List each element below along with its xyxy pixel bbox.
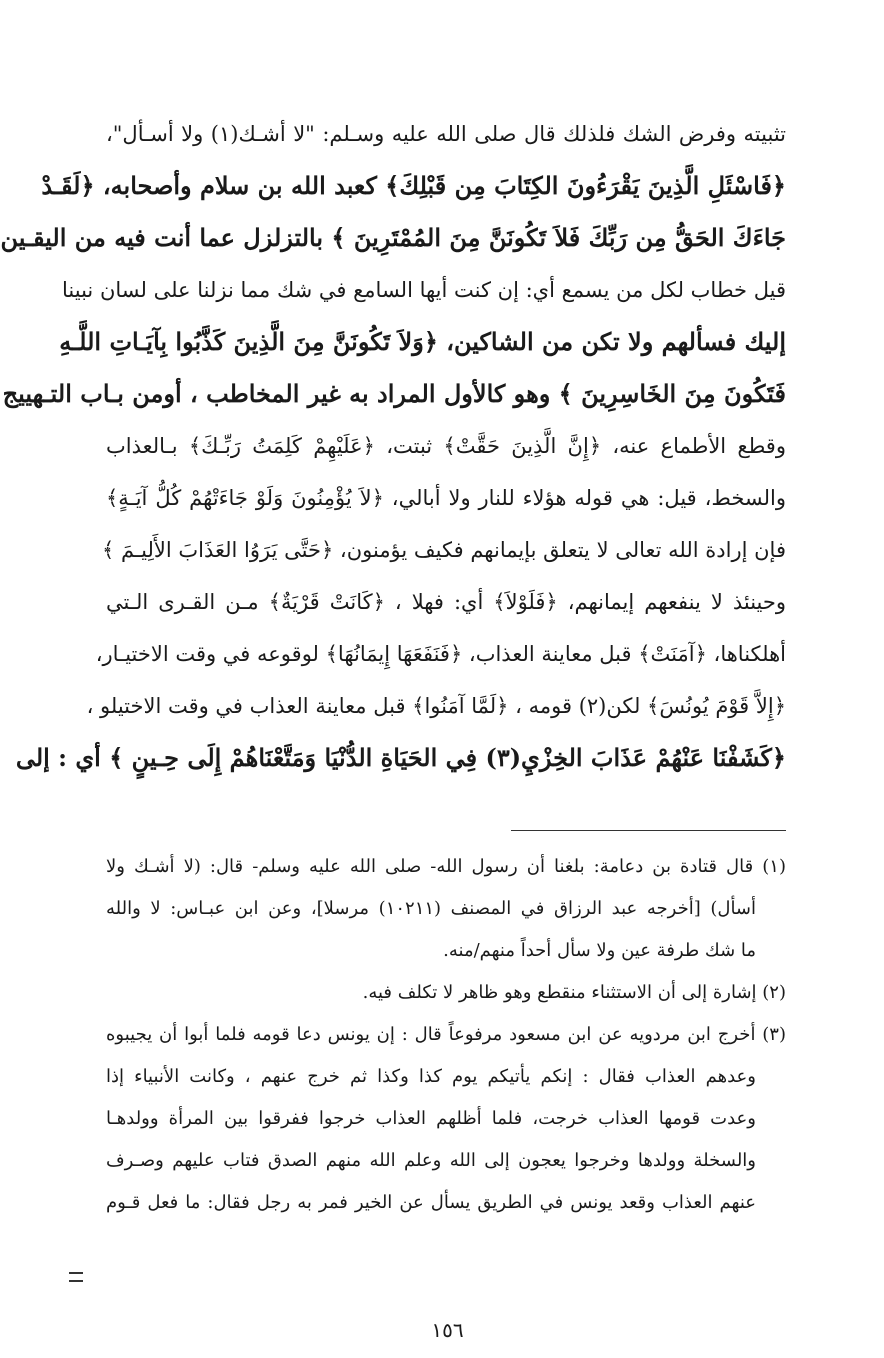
main-text-line: تثبيته وفرض الشك فلذلك قال صلى الله عليه وسـلم: "لا أشـك(١) ولا أسـأل"، — [106, 122, 787, 146]
footnote-line: عنهم العذاب وقعد يونس في الطريق يسأل عن الخير فمر به رجل فقال: ما فعل قـوم — [106, 1192, 756, 1213]
footnote-line: (٣) أخرج ابن مردويه عن ابن مسعود مرفوعاً قال : إن يونس دعا قومه فلما أبوا أن يجيبوه — [106, 1024, 786, 1045]
page-number: ١٥٦ — [431, 1318, 464, 1342]
footnote-line: وعدت قومها العذاب خرجت، فلما أظلهم العذاب خرجوا ففرقوا بين المرأة وولدهـا — [106, 1108, 756, 1129]
main-text-line: ﴿إِلاَّ قَوْمَ يُونُسَ﴾ لكن(٢) قومه ، ﴿لَمَّا آمَنُوا﴾ قبل معاينة العذاب في وقت الاختيلو ، — [86, 694, 786, 718]
main-text-line: ﴿كَشَفْنَا عَنْهُمْ عَذَابَ الخِزْيِ(٣) فِي الحَيَاةِ الدُّنْيَا وَمَتَّعْنَاهُمْ إِلَى حِـينٍ ﴾ أي : إلى — [15, 743, 786, 772]
footnote-line: وعدهم العذاب فقال : إنكم يأتيكم يوم كذا وكذا ثم خرج عنهم ، وكانت الأنبياء إذا — [106, 1066, 756, 1087]
main-text-line: إليك فسألهم ولا تكن من الشاكين، ﴿وَلاَ تَكُونَنَّ مِنَ الَّذِينَ كَذَّبُوا بِآيَـاتِ اللَّـهِ — [59, 327, 786, 356]
main-text-line: جَاءَكَ الحَقُّ مِن رَبِّكَ فَلاَ تَكُونَنَّ مِنَ المُمْتَرِينَ ﴾ بالتزلزل عما أنت فيه من اليقـين — [0, 223, 786, 252]
main-text-line: وحينئذ لا ينفعهم إيمانهم، ﴿فَلَوْلاَ﴾ أي: فهلا ، ﴿كَانَتْ قَرْيَةٌ﴾ مـن القـرى الـتي — [106, 590, 786, 614]
footnote-line: ما شك طرفة عين ولا سأل أحداً منهم/منه. — [443, 940, 756, 961]
main-text-line: والسخط، قيل: هي قوله هؤلاء للنار ولا أبالي، ﴿لاَ يُؤْمِنُونَ وَلَوْ جَاءَتْهُمْ كُلُّ آيَـةٍ﴾ — [106, 486, 786, 510]
main-text-line: ﴿فَاسْئَلِ الَّذِينَ يَقْرَءُونَ الكِتَابَ مِن قَبْلِكَ﴾ كعبد الله بن سلام وأصحابه، ﴿لَقَـدْ — [41, 171, 786, 200]
main-text-line: وقطع الأطماع عنه، ﴿إِنَّ الَّذِينَ حَقَّتْ﴾ ثبتت، ﴿عَلَيْهِمْ كَلِمَتُ رَبِّـكَ﴾ بـالعذاب — [106, 434, 786, 458]
footnote-line: (٢) إشارة إلى أن الاستثناء منقطع وهو ظاهر لا تكلف فيه. — [362, 982, 786, 1003]
footnote-line: أسأل) [أخرجه عبد الرزاق في المصنف (١٠٢١١) مرسلا]، وعن ابن عبـاس: لا والله — [106, 898, 757, 919]
main-text-line: قيل خطاب لكل من يسمع أي: إن كنت أيها السامع في شك مما نزلنا على لسان نبينا — [62, 278, 786, 302]
main-text-line: فَتَكُونَ مِنَ الخَاسِرِينَ ﴾ وهو كالأول المراد به غير المخاطب ، أومن بـاب التـهييج — [2, 379, 786, 408]
footnotes-block — [106, 846, 786, 1224]
footnote-line: والسخلة وولدها وخرجوا يعجون إلى الله وعلم الله منهم الصدق فتاب عليهم وصـرف — [106, 1150, 756, 1171]
footnote-line: (١) قال قتادة بن دعامة: بلغنا أن رسول الله- صلى الله عليه وسلم- قال: (لا أشـك ولا — [106, 856, 786, 877]
footnote-divider — [511, 830, 786, 831]
main-text-line: فإن إرادة الله تعالى لا يتعلق بإيمانهم فكيف يؤمنون، ﴿حَتَّى يَرَوُا العَذَابَ الأَلِيـمَ ﴾ — [102, 538, 786, 562]
continuation-mark — [69, 1272, 83, 1282]
main-text-block — [0, 108, 787, 784]
main-text-line: أهلكناها، ﴿آمَنَتْ﴾ قبل معاينة العذاب، ﴿فَنَفَعَهَا إِيمَانُهَا﴾ لوقوعه في وقت الاختيـار، — [95, 642, 786, 666]
